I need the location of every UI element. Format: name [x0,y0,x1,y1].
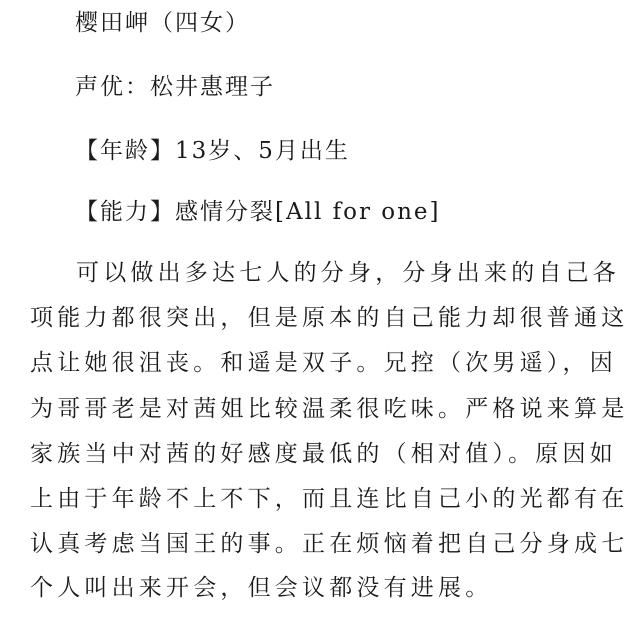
paragraph-line: 点让她很沮丧。和遥是双子。兄控（次男遥），因 [30,350,617,376]
voice-actor: 声优：松井惠理子 [75,74,275,100]
paragraph-line: 认真考虑当国王的事。正在烦恼着把自己分身成七 [30,531,629,557]
paragraph-line: 为哥哥老是对茜姐比较温柔很吃味。严格说来算是 [30,396,629,422]
paragraph-line: 个人叫出来开会，但会议都没有进展。 [30,575,493,601]
paragraph-line: 项能力都很突出，但是原本的自己能力却很普通这 [30,305,629,331]
paragraph-line: 家族当中对茜的好感度最低的（相对值）。原因如 [30,441,617,467]
age-info: 【年龄】13岁、5月出生 [75,138,350,164]
character-name: 樱田岬（四女） [75,10,250,36]
ability-info: 【能力】感情分裂[All for one] [75,199,441,225]
paragraph-line: 上由于年龄不上不下，而且连比自己小的光都有在 [30,486,629,512]
paragraph-line: 可以做出多达七人的分身，分身出来的自己各 [76,260,620,286]
